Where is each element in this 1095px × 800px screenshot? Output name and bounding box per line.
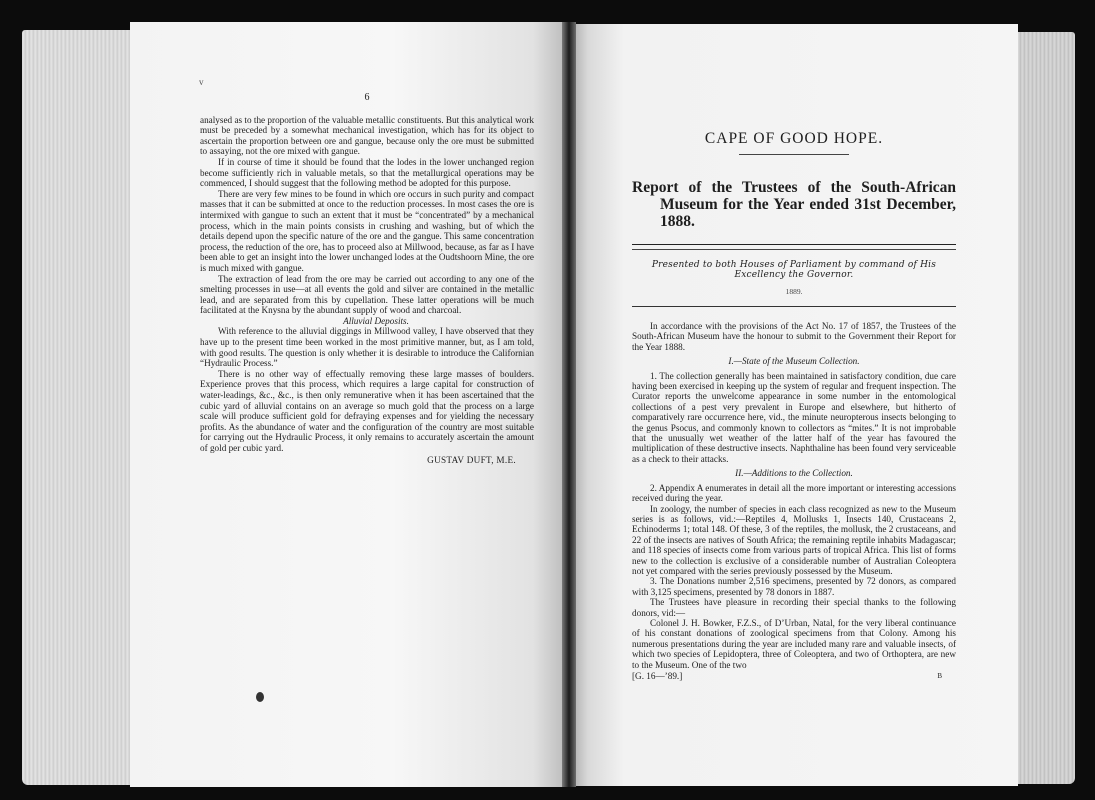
page-heading: CAPE OF GOOD HOPE. [704,130,884,147]
paragraph: analysed as to the proportion of the valuable metallic constituents. But this analytical work must be preceded by a somewhat mechanical investigation, which has for its object to ascertain the proportion between ore and gangue, because only the ore must be submitted to assaying, not the ore mixed with gangue. [200,114,534,157]
separator-rule [632,306,956,307]
book-gutter [562,22,576,787]
publication-year: 1889. [785,287,803,296]
intro-paragraph: In accordance with the provisions of the Act No. 17 of 1857, the Trustees of the South-African Museum have the honour to submit to the Government their Report for the Year 1888. [632,321,956,352]
report-title: Report of the Trustees of the South-African Museum for the Year ended 31st December, 1888. [632,179,956,230]
paragraph: In zoology, the number of species in each class recognized as new to the Museum series is as follows, vid.:—Reptiles 4, Mollusks 1, Insects 140, Crustaceans 2, Echinoderms 1; total 148. Of these, 3 of the reptiles, the mollusk, the 2 crustaceans, and 22 of the insects are natives of South Africa; the remaining reptile inhabits Madagascar; and 118 species of insects come from various parts of tropical Africa. This list of forms new to the collection is exclusive of a considerable number of Australian Coleoptera not yet compared with the series previously possessed by the Museum. [632,503,956,576]
ink-spot [256,692,264,702]
left-page-edges [22,30,134,785]
right-page-text [632,130,956,683]
paragraph: With reference to the alluvial diggings in Millwood valley, I have observed that they have up to the present time been worked in the most primitive manner, but, as I am told, with good results. The question is only whether it is desirable to introduce the Californian “Hydraulic Process.” [200,326,534,369]
margin-mark: v [199,77,204,87]
paragraph: The extraction of lead from the ore may be carried out according to any one of the smelting processes in use—at all events the gold and silver are contained in the metallic lead, and are separated from this by cupellation. These latter operations will be much facilitated at the Knysna by the abundant supply of wood and charcoal. [200,273,534,316]
double-rule [632,244,956,250]
subheading: Alluvial Deposits. [343,315,409,326]
page-footer [632,671,956,683]
signature-mark: B [937,672,942,680]
page-number: 6 [364,92,370,103]
presented-line: Presented to both Houses of Parliament by command of His Excellency the Governor. [651,260,937,280]
right-page-edges [1013,32,1075,784]
signature: GUSTAV DUFT, M.E. [427,454,516,465]
section-title: I.—State of the Museum Collection. [728,356,860,367]
paragraph: 3. The Donations number 2,516 specimens, presented by 72 donors, as compared with 3,125 specimens, presented by 78 donors in 1887. [632,576,956,597]
heading-rule [739,154,849,155]
paragraph: Colonel J. H. Bowker, F.Z.S., of D’Urban, Natal, for the very liberal continuance of his constant donations of zoological specimens from that Colony. Among his numerous presentations during the year are included many rare and valuable insects, of which two species of Lepidoptera, three of Coleoptera, and two of Orthoptera, are new to the Museum. One of the two [632,617,956,670]
paragraph: If in course of time it should be found that the lodes in the lower unchanged region become sufficiently rich in valuable metals, so that the metallurgical operations may be commenced, I should suggest that the following method be adopted for this purpose. [200,156,534,189]
paragraph: 1. The collection generally has been maintained in satisfactory condition, due care having been exercised in keeping up the system of regular and frequent inspection. The Curator reports the unwelcome appearance in some number in the entomological collections of a pest very prevalent in Europe and elsewhere, but hitherto of comparatively rare occurrence here, vid., the minute neuropterous insects belonging to the genus Psocus, and commonly known to collectors as “mites.” It is not improbable that the unusually wet weather of the latter half of the year has favoured the multiplication of these destructive insects. Naphthaline has been found very serviceable as a check to their attacks. [632,370,956,464]
printer-reference: [G. 16—’89.] [632,671,683,681]
paragraph: 2. Appendix A enumerates in detail all the more important or interesting accessions received during the year. [632,482,956,504]
report-body [632,321,956,683]
section-title: II.—Additions to the Collection. [735,468,853,479]
paragraph: The Trustees have pleasure in recording their special thanks to the following donors, vid:— [632,597,956,618]
paragraph: There is no other way of effectually removing these large masses of boulders. Experience proves that this process, which requires a large capital for construction of water-leadings, &c., &c., is then only remunerative when it has been ascertained that the cubic yard of alluvial contains on an average so much gold that the process on a large scale will produce sufficient gold for defraying expenses and for yielding the necessary profits. As the abundance of water and the configuration of the country are most suitable for carrying out the Hydraulic Process, it only remains to accurately ascertain the amount of gold per cubic yard. [200,368,534,453]
left-page-text [200,93,534,465]
paragraph: There are very few mines to be found in which ore occurs in such purity and compact masses that it can be submitted at once to the reduction processes. In most cases the ore is intermixed with gangue to such an extent that it must be “concentrated” by a mechanical process, which in the main points consists in crushing and washing, but of which the details depend upon the specific nature of the ore and the gangue. This same concentration process, the reduction of the ore, has to proceed also at Millwood, because, as far as I have been able to get an insight into the lower unchanged lodes at the Oudtshoorn Mine, the ore is much mixed with gangue. [200,188,534,273]
